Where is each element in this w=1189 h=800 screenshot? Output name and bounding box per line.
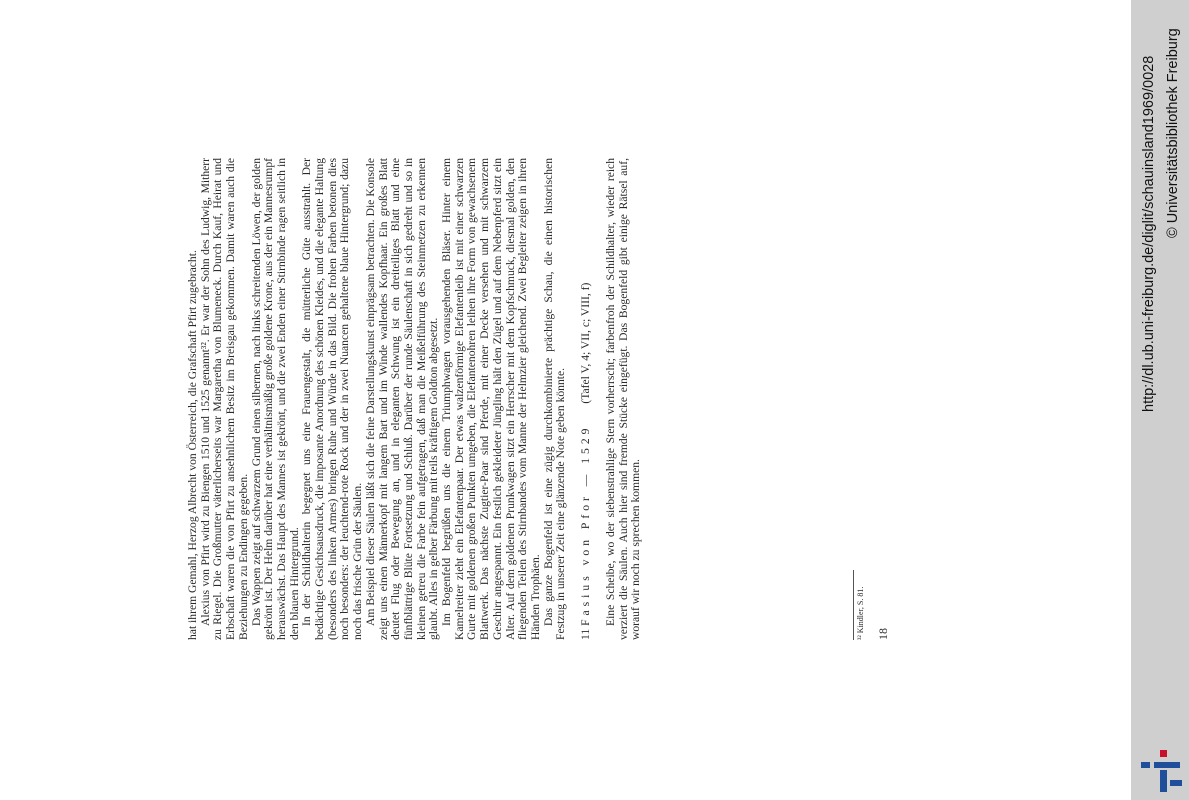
paragraph: In der Schildhalterin begegnet uns eine Frauengestalt, die mütterliche Güte ausstrahlt. Der bedächtige Gesichtsausdruck, die imposante Anordnung des schönen Kleides, und die elegante Haltung (besonders des linken Armes) bringen Ruhe und Würde in das Bild. Die frohen Farben betonen dies noch besonders: der leuchtend-rote Rock und der in zwei Nuancen gehaltene blaue Hintergrund; dazu noch das frische Grün der Säulen. [300, 158, 365, 640]
copyright-notice: © Universitätsbibliothek Freiburg [1165, 28, 1181, 238]
paragraph: Das Wappen zeigt auf schwarzem Grund einen silbernen, nach links schreitenden Löwen, der golden gekrönt ist. Der Helm darüber hat eine verhältnismäßig große goldene Krone, aus der ein Mannesrumpf herauswächst. Das Haupt des Mannes ist gekrönt, und die zwei Enden einer Stirnbinde ragen seitlich in den blauen Hintergrund. [249, 158, 301, 640]
footnote-divider [853, 570, 854, 640]
page-number: 18 [876, 628, 890, 640]
paragraph: Im Bogenfeld begrüßen uns die einem Triumphwagen vorausgehenden Bläser. Hinter einem Kamelreiter zieht ein Elefantenpaar. Der etwas walzenförmige Elefantenleib ist mit einer schwarzen Gurte mit goldenen großen Punkten umgeben, die Elefantenohren leihen ihre Form von gewachsenem Blattwerk. Das nächste Zugtier-Paar sind Pferde, mit einer Decke versehen und mit schwarzem Geschirr angespannt. Ein festlich gekleideter Jüngling hält den Zügel und auf dem Nebenpferd sitzt ein Alter. Auf dem goldenen Prunkwagen sitzt ein Herrscher mit dem Kopfschmuck, diesmal golden, den fliegenden Teilen des Stirnbandes vom Manne der Helmzier gleichend. Zwei Begleiter zeigen in ihren Händen Trophäen. [440, 158, 542, 640]
library-logo-icon [1141, 750, 1183, 792]
paragraph: Alexius von Pfirt wird zu Biengen 1510 und 1525 genannt³². Er war der Sohn des Ludwig, Mitherr zu Riegel. Die Großmutter väterlicherseits war Margaretha von Blumeneck. Durch Kauf, Heirat und Erbschaft waren die von Pfirt zu ansehnlichem Besitz im Breisgau gekommen. Damit waren auch die Beziehungen zu Endingen gegeben. [198, 158, 250, 640]
paragraph: hat ihrem Gemahl, Herzog Albrecht von Österreich, die Grafschaft Pfirt zugebracht. [186, 250, 199, 640]
section-heading [580, 158, 593, 640]
paragraph: Das ganze Bogenfeld ist eine zügig durchkombinierte prächtige Schau, die einen historischen Festzug in unserer Zeit eine glänzende Note geben könnte. [541, 158, 568, 640]
footnote: ³² Kindler, S. 81. [856, 586, 865, 640]
paragraph: Am Beispiel dieser Säulen läßt sich die feine Darstellungskunst einprägsam betrachten. Die Konsole zeigt uns einen Männerkopf mit langem Bart und im Winde wallendes Kopfhaar. Ein großes Blatt deutet Flug oder Bewegung an, und in eleganten Schwung ist ein dreiteiliges Blatt und eine fünfblättrige Blüte Fortsetzung und Schluß. Darüber der runde Säulenschaft in sich gedreht und so in kleinen getreu die Farbe fein aufgetragen, daß man die Meißelführung des Steinmetzen zu erkennen glaubt. Alles in gelber Färbung mit teils kräftigem Goldton abgesetzt. [363, 158, 441, 640]
source-url[interactable]: http://dl.ub.uni-freiburg.de/diglit/schauinsland1969/0028 [1141, 55, 1157, 412]
text-column [187, 158, 643, 640]
logo-bar-top [1160, 750, 1167, 757]
section-reference: (Tafel V, 4; VII, c; VIII, f) [579, 282, 593, 404]
logo-bar-mid [1154, 762, 1180, 768]
logo-bar-left [1141, 762, 1150, 768]
section-title: Fasius von Pfor — 1529 [579, 424, 593, 626]
document-page [186, 158, 890, 640]
logo-bar-bottom [1170, 780, 1182, 786]
section-number: 11 [579, 628, 593, 640]
paragraph: Eine Scheibe, wo der siebenstrahlige Stern vorherrscht; farbenfroh der Schildhalter, wieder reich verziert die Säulen. Auch hier sind fremde Stücke eingefügt. Das Bogenfeld gibt einige Rätsel auf, worauf wir noch zu sprechen kommen. [603, 158, 643, 640]
logo-bar-stem [1160, 770, 1167, 792]
